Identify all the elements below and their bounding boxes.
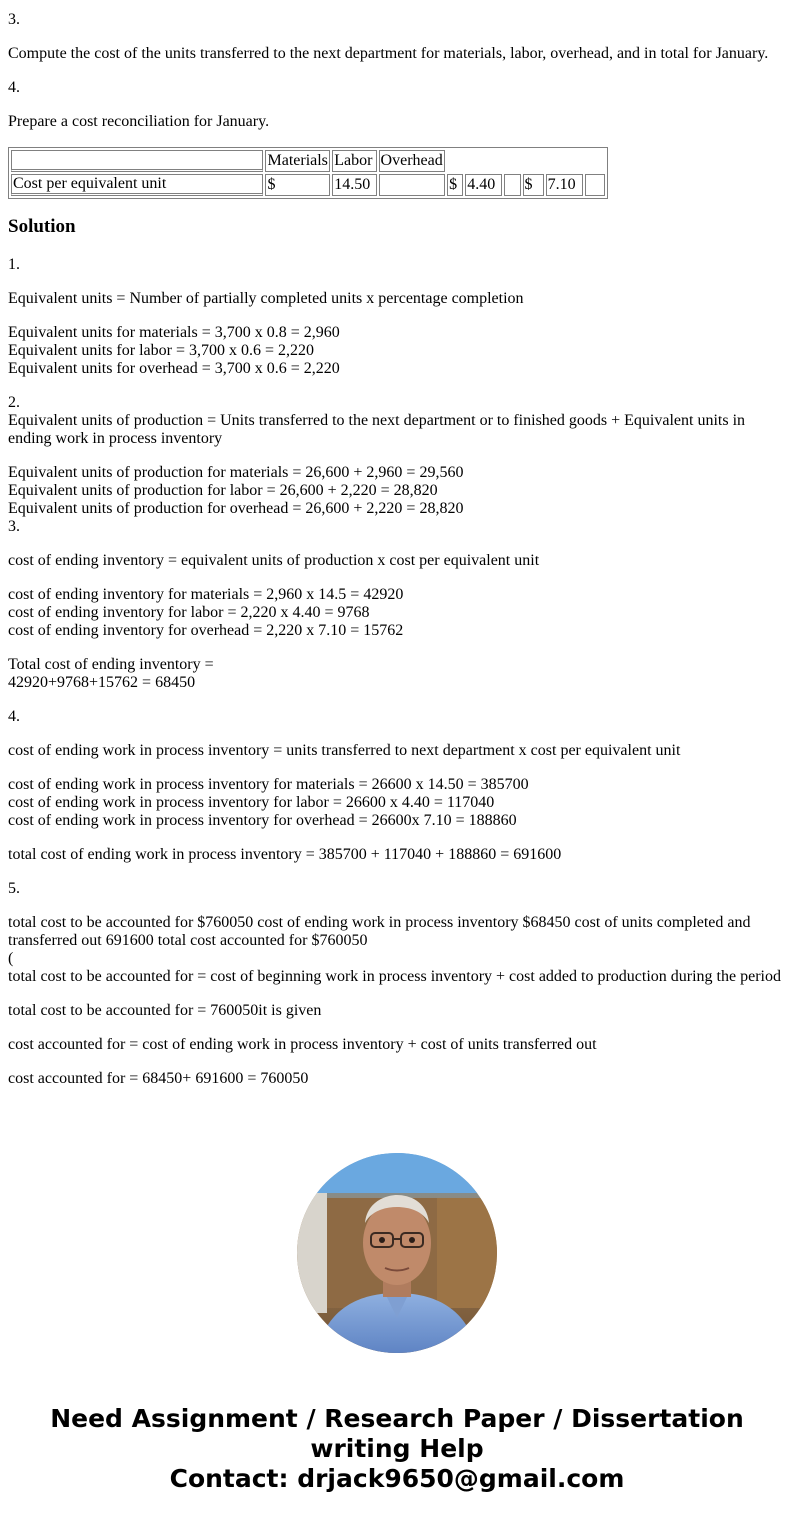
solution-5-formula: total cost to be accounted for = cost of beginning work in process inventory + cost added to production during the period xyxy=(8,968,781,985)
solution-1-number: 1. xyxy=(8,256,20,273)
solution-1-definition: Equivalent units = Number of partially completed units x percentage completion xyxy=(8,290,524,307)
solution-4-definition: cost of ending work in process inventory = units transferred to next department x cost per equivalent unit xyxy=(8,742,681,759)
table-header-blank xyxy=(11,150,263,172)
question-4-text: Prepare a cost reconciliation for January. xyxy=(8,113,270,130)
table-cell: $ xyxy=(447,174,463,196)
header-spacer xyxy=(447,150,463,172)
calc-line: cost of ending inventory for materials = 2,960 x 14.5 = 42920 xyxy=(8,586,404,603)
solution-4-calculations xyxy=(8,776,786,830)
header-overhead: Overhead xyxy=(379,150,446,172)
table-row xyxy=(11,174,605,196)
table-cell: $ xyxy=(265,174,330,196)
header-spacer xyxy=(465,150,502,172)
solution-5-summary: total cost to be accounted for $760050 cost of ending work in process inventory $68450 cost of units completed and transferred out 691600 total cost accounted for $760050 xyxy=(8,914,751,949)
header-spacer xyxy=(585,150,605,172)
solution-5-formula-2: cost accounted for = cost of ending work in process inventory + cost of units transferred out xyxy=(8,1036,597,1053)
solution-3-calculations xyxy=(8,586,786,640)
table-cell: 14.50 xyxy=(332,174,376,196)
banner-contact: Contact: drjack9650@gmail.com xyxy=(169,1464,625,1493)
calc-line: cost of ending work in process inventory for overhead = 26600x 7.10 = 188860 xyxy=(8,812,517,829)
solution-1-calculations xyxy=(8,324,786,378)
calc-line: cost of ending inventory for overhead = 2,220 x 7.10 = 15762 xyxy=(8,622,404,639)
banner-line-1: Need Assignment / Research Paper / Dissertation xyxy=(50,1404,744,1433)
solution-3-total xyxy=(8,656,786,692)
row-label: Cost per equivalent unit xyxy=(11,174,263,196)
header-spacer xyxy=(546,150,583,172)
calc-line: Equivalent units of production for labor = 26,600 + 2,220 = 28,820 xyxy=(8,482,438,499)
table-cell: 4.40 xyxy=(465,174,502,196)
table-header-row xyxy=(11,150,605,172)
header-materials: Materials xyxy=(265,150,330,172)
solution-5-number: 5. xyxy=(8,880,20,897)
solution-5-result: cost accounted for = 68450+ 691600 = 760050 xyxy=(8,1070,309,1087)
calc-line: Equivalent units for materials = 3,700 x 0.8 = 2,960 xyxy=(8,324,340,341)
solution-2-number: 2. xyxy=(8,394,20,411)
table-cell xyxy=(585,174,605,196)
calc-line: Equivalent units of production for materials = 26,600 + 2,960 = 29,560 xyxy=(8,464,464,481)
header-spacer xyxy=(523,150,544,172)
header-spacer xyxy=(504,150,520,172)
calc-line: cost of ending inventory for labor = 2,220 x 4.40 = 9768 xyxy=(8,604,370,621)
calc-line: cost of ending work in process inventory for materials = 26600 x 14.50 = 385700 xyxy=(8,776,529,793)
solution-3-number: 3. xyxy=(8,518,20,535)
solution-heading: Solution xyxy=(8,216,76,237)
calc-line: Equivalent units for overhead = 3,700 x 0.6 = 2,220 xyxy=(8,360,340,377)
solution-5-given: total cost to be accounted for = 760050it is given xyxy=(8,1002,322,1019)
portrait-image xyxy=(297,1153,497,1353)
total-label: Total cost of ending inventory = xyxy=(8,656,214,673)
table-cell: 7.10 xyxy=(546,174,583,196)
table-cell xyxy=(504,174,520,196)
solution-3-definition: cost of ending inventory = equivalent units of production x cost per equivalent unit xyxy=(8,552,540,569)
calc-line: Equivalent units for labor = 3,700 x 0.6 = 2,220 xyxy=(8,342,315,359)
question-3-text: Compute the cost of the units transferred to the next department for materials, labor, overhead, and in total for January. xyxy=(8,45,769,62)
table-cell: $ xyxy=(523,174,544,196)
total-value: 42920+9768+15762 = 68450 xyxy=(8,674,196,691)
question-4-number: 4. xyxy=(8,79,20,96)
solution-2-definition: Equivalent units of production = Units transferred to the next department or to finished goods + Equivalent units in ending work in process inventory xyxy=(8,412,746,447)
solution-2-calculations xyxy=(8,464,786,518)
solution-4-total: total cost of ending work in process inventory = 385700 + 117040 + 188860 = 691600 xyxy=(8,846,562,863)
header-labor: Labor xyxy=(332,150,376,172)
calc-line: Equivalent units of production for overhead = 26,600 + 2,220 = 28,820 xyxy=(8,500,464,517)
question-3-number: 3. xyxy=(8,11,20,28)
table-cell xyxy=(379,174,446,196)
promo-banner xyxy=(0,1404,794,1494)
author-photo xyxy=(297,1153,497,1353)
solution-5-paren: ( xyxy=(8,950,14,967)
cost-per-unit-table xyxy=(8,147,608,199)
document-body xyxy=(8,11,786,1104)
calc-line: cost of ending work in process inventory for labor = 26600 x 4.40 = 117040 xyxy=(8,794,495,811)
solution-4-number: 4. xyxy=(8,708,20,725)
banner-line-2: writing Help xyxy=(310,1434,484,1463)
